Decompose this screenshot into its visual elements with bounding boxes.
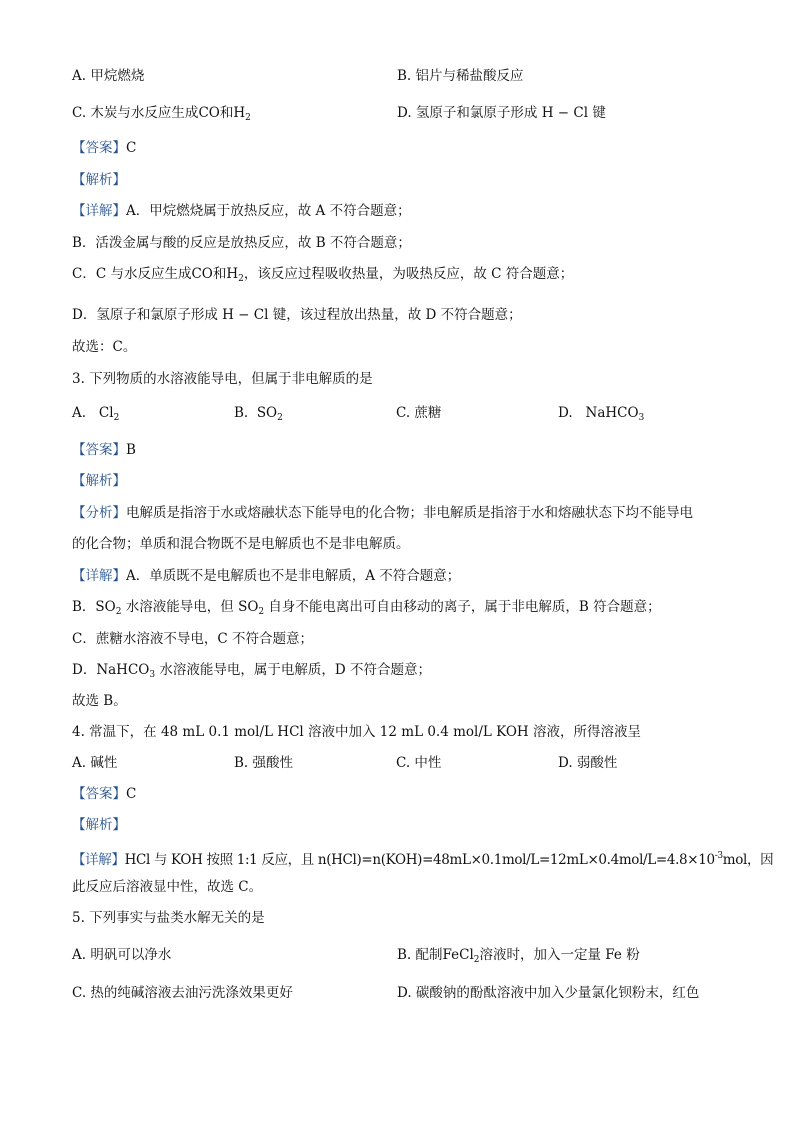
q4-analysis-tag: 【解析】: [72, 817, 126, 833]
detail-b-sub2: 2: [258, 607, 265, 617]
detail-tag: 【详解】: [72, 568, 126, 584]
q5-option-b-formula: FeCl: [442, 947, 474, 963]
detail-d-pre: D．NaHCO: [72, 662, 150, 678]
q2-option-c-text: C. 木炭与水反应生成: [72, 105, 199, 121]
q3-option-a: [72, 404, 119, 427]
detail-b-pre: B．SO: [72, 599, 116, 615]
detail-tag: 【详解】: [72, 852, 125, 868]
q5-option-a: A. 明矾可以净水: [72, 947, 172, 963]
q2-detail-c: [72, 265, 573, 288]
detail-line1-pre: HCl 与 KOH 按照 1:1 反应，且 n(HCl)=n(KOH)=48mL×0.1mol/L=12mL×0.4mol/L=4.8×10: [124, 852, 715, 868]
q3-option-a-sub: 2: [113, 413, 120, 423]
q4-option-c: C. 中性: [396, 755, 442, 771]
q3-option-d: [558, 404, 644, 427]
q3-detail-c: C．蔗糖水溶液不导电，C 不符合题意；: [72, 631, 313, 647]
q4-answer: [72, 785, 136, 803]
detail-c-co: CO: [191, 266, 213, 282]
q3-detail-a: [72, 567, 460, 585]
q2-option-c-h: H: [233, 105, 246, 121]
q3-option-a-letter: A.: [72, 405, 87, 421]
q3-option-b-letter: B.: [234, 405, 249, 421]
q2-option-a: A. 甲烷燃烧: [72, 68, 145, 84]
q5-option-b: [397, 946, 640, 969]
detail-line1-post: mol，因: [722, 852, 774, 868]
detail-tag: 【详解】: [72, 203, 126, 219]
analysis-sub-tag: 【分析】: [72, 505, 126, 521]
detail-a-text: A．单质既不是电解质也不是非电解质，A 不符合题意；: [126, 568, 461, 584]
q2-option-c: [72, 104, 251, 127]
q4-option-d: D. 弱酸性: [558, 755, 618, 771]
detail-c-h-sub: 2: [238, 274, 244, 284]
detail-c-h: H: [226, 266, 239, 282]
detail-line1-sup: -3: [714, 851, 723, 861]
detail-b-mid: 水溶液能导电，但 SO: [121, 599, 259, 615]
q3-analysis-line2: 的化合物；单质和混合物既不是电解质也不是非电解质。: [72, 536, 410, 552]
q3-option-d-sub: 3: [638, 413, 645, 423]
q3-option-b: [234, 404, 283, 427]
detail-d-post: 水溶液能导电，属于电解质，D 不符合题意；: [155, 662, 431, 678]
q3-option-d-letter: D.: [558, 405, 573, 421]
q2-analysis-tag: 【解析】: [72, 172, 126, 188]
q3-answer: [72, 441, 136, 459]
q5-option-b-post: 溶液时，加入一定量 Fe 粉: [479, 947, 640, 963]
q4-option-a: A. 碱性: [72, 755, 118, 771]
answer-tag: 【答案】: [72, 442, 126, 458]
q2-option-b: B. 铝片与稀盐酸反应: [397, 68, 524, 84]
q2-option-c-h-sub: 2: [245, 113, 251, 123]
detail-b-post: 自身不能电离出可自由移动的离子，属于非电解质，B 符合题意；: [264, 599, 661, 615]
answer-tag: 【答案】: [72, 786, 126, 802]
q2-detail-b: B．活泼金属与酸的反应是放热反应，故 B 不符合题意；: [72, 235, 411, 251]
q2-option-c-and: 和: [219, 105, 234, 121]
q5-stem: 5. 下列事实与盐类水解无关的是: [72, 910, 265, 926]
detail-a-text: A．甲烷燃烧属于放热反应，故 A 不符合题意；: [126, 203, 411, 219]
q3-stem: 3. 下列物质的水溶液能导电，但属于非电解质的是: [72, 371, 373, 387]
q3-option-c: C. 蔗糖: [396, 405, 442, 421]
analysis-line1-text: 电解质是指溶于水或熔融状态下能导电的化合物；非电解质是指溶于水和熔融状态下均不能导电: [126, 505, 693, 521]
q3-analysis-line1: [72, 504, 693, 522]
q3-option-b-sub: 2: [277, 413, 283, 423]
detail-c-pre: C．C 与水反应生成: [72, 266, 192, 282]
q3-option-d-formula: NaHCO: [585, 405, 639, 421]
detail-c-and: 和: [212, 266, 227, 282]
q5-option-d: D. 碳酸钠的酚酞溶液中加入少量氯化钡粉末，红色: [397, 985, 700, 1001]
q2-option-c-co: CO: [198, 105, 220, 121]
q2-answer: [72, 139, 136, 157]
q2-detail-a: [72, 202, 411, 220]
q5-option-c: C. 热的纯碱溶液去油污洗涤效果更好: [72, 985, 293, 1001]
q3-detail-b: [72, 598, 661, 621]
answer-value: C: [126, 786, 137, 802]
q2-option-d: D. 氢原子和氯原子形成 H − Cl 键: [397, 105, 606, 121]
q5-option-b-sub: 2: [473, 955, 480, 965]
q2-conclusion: 故选：C。: [72, 339, 137, 355]
q3-option-b-formula: SO: [256, 405, 278, 421]
answer-value: B: [126, 442, 136, 458]
q2-detail-d: D．氢原子和氯原子形成 H − Cl 键，该过程放出热量，故 D 不符合题意；: [72, 307, 522, 323]
q4-option-b: B. 强酸性: [234, 755, 294, 771]
answer-value: C: [126, 140, 137, 156]
q3-option-a-formula: Cl: [98, 405, 114, 421]
q4-detail-line1: [72, 847, 773, 869]
q3-detail-d: [72, 661, 431, 684]
detail-c-post: ，该反应过程吸收热量，为吸热反应，故 C 符合题意；: [243, 266, 574, 282]
detail-b-sub: 2: [115, 607, 122, 617]
q4-detail-line2: 此反应后溶液显中性，故选 C。: [72, 879, 263, 895]
answer-tag: 【答案】: [72, 140, 126, 156]
detail-d-sub: 3: [149, 670, 156, 680]
q3-analysis-tag: 【解析】: [72, 473, 126, 489]
q4-stem: 4. 常温下，在 48 mL 0.1 mol/L HCl 溶液中加入 12 mL 0.4 mol/L KOH 溶液，所得溶液呈: [72, 724, 641, 740]
q5-option-b-pre: B. 配制: [397, 947, 443, 963]
q3-conclusion: 故选 B。: [72, 693, 127, 709]
